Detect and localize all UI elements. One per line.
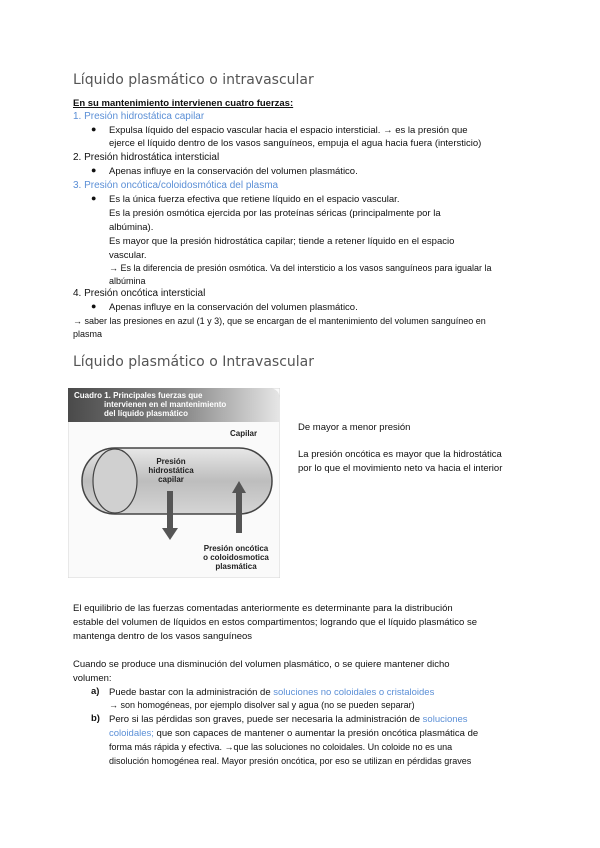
paragraph1-line: El equilibrio de las fuerzas comentadas anteriormente es determinante para la distribución <box>73 603 453 614</box>
right-label-line: plasmática <box>215 562 257 571</box>
right-label-line: o coloidosmotica <box>203 553 269 562</box>
paragraph1-line: estable del volumen de líquidos en estos compartimentos; logrando que el líquido plasmático se <box>73 617 477 628</box>
option-b-line1 <box>109 713 468 726</box>
left-label-line: Presión <box>156 457 186 466</box>
option-a-line2: → son homogéneas, por ejemplo disolver sal y agua (no se pueden separar) <box>109 700 415 710</box>
force-3-line: vascular. <box>109 250 147 261</box>
option-a-label: a) <box>91 686 100 697</box>
option-a-text: Puede bastar con la administración de <box>109 687 274 698</box>
force-4-line: Apenas influye en la conservación del volumen plasmático. <box>109 302 358 313</box>
section1-title: Líquido plasmático o intravascular <box>73 72 314 88</box>
figure-header-line: Cuadro 1. Principales fuerzas que <box>74 391 203 400</box>
side-text-2-line: por lo que el movimiento neto va hacia el interior <box>298 463 503 474</box>
force-3-line: Es la única fuerza efectiva que retiene líquido en el espacio vascular. <box>109 194 400 205</box>
figure-header-line: del líquido plasmático <box>104 409 189 418</box>
right-label-line: Presión oncótica <box>203 544 269 553</box>
option-b-text: Pero si las pérdidas son graves, puede ser necesaria la administración de <box>109 714 423 725</box>
option-a-highlight: soluciones no coloidales o cristaloides <box>273 687 435 698</box>
intro-text: En su mantenimiento intervienen cuatro fuerzas: <box>73 98 294 109</box>
option-b-label: b) <box>91 713 100 724</box>
note-line: → saber las presiones en azul (1 y 3), que se encargan de el mantenimiento del volumen sanguíneo en <box>73 316 486 326</box>
capillary-figure <box>68 388 280 578</box>
bullet-icon: ● <box>91 124 97 134</box>
option-b-highlight: coloidales; <box>109 728 154 739</box>
force-2-line: Apenas influye en la conservación del volumen plasmático. <box>109 166 358 177</box>
option-b-highlight: soluciones <box>422 714 468 725</box>
option-b-line4: disolución homogénea real. Mayor presión oncótica, por eso se utilizan en pérdidas graves <box>109 756 472 766</box>
side-text-2-line: La presión oncótica es mayor que la hidrostática <box>298 449 502 460</box>
force-1-line: ejerce el líquido dentro de los vasos sanguíneos, empuja el agua hacia fuera (intersticio) <box>109 138 482 149</box>
paragraph2-line: volumen: <box>73 673 112 684</box>
option-b-text: que son capaces de mantener o aumentar la presión oncótica plasmática de <box>153 728 479 739</box>
bullet-icon: ● <box>91 301 97 311</box>
figure-header-line: intervienen en el mantenimiento <box>104 400 227 409</box>
option-b-line3: forma más rápida y efectiva. →que las soluciones no coloidales. Un coloide no es una <box>109 742 453 752</box>
option-b-line2 <box>109 727 478 740</box>
section2-title: Líquido plasmático o Intravascular <box>73 354 314 370</box>
side-text-1: De mayor a menor presión <box>298 422 411 433</box>
force-3-heading: 3. Presión oncótica/coloidosmótica del plasma <box>73 180 279 191</box>
force-2-heading: 2. Presión hidrostática intersticial <box>73 152 220 163</box>
force-1-line: Expulsa líquido del espacio vascular hacia el espacio intersticial. → es la presión que <box>109 125 468 136</box>
left-label-line: capilar <box>158 475 184 484</box>
bullet-icon: ● <box>91 193 97 203</box>
paragraph1-line: mantenga dentro de los vasos sanguíneos <box>73 631 253 642</box>
force-3-line: Es la presión osmótica ejercida por las proteínas séricas (principalmente por la <box>109 208 441 219</box>
force-4-heading: 4. Presión oncótica intersticial <box>73 288 206 299</box>
force-3-line: albúmina <box>109 276 146 286</box>
left-label-line: hidrostática <box>148 466 194 475</box>
capillary-tube-end <box>93 449 137 513</box>
force-3-line: → Es la diferencia de presión osmótica. Va del intersticio a los vasos sanguíneos para igualar la <box>109 263 492 273</box>
option-a-line1 <box>109 686 434 699</box>
capillary-diagram <box>68 388 280 578</box>
note-line: plasma <box>73 329 103 339</box>
bullet-icon: ● <box>91 165 97 175</box>
force-1-heading: 1. Presión hidrostática capilar <box>73 111 205 122</box>
force-3-line: albúmina). <box>109 222 154 233</box>
paragraph2-line: Cuando se produce una disminución del volumen plasmático, o se quiere mantener dicho <box>73 659 450 670</box>
capilar-label: Capilar <box>230 429 258 438</box>
force-3-line: Es mayor que la presión hidrostática capilar; tiende a retener líquido en el espacio <box>109 236 455 247</box>
